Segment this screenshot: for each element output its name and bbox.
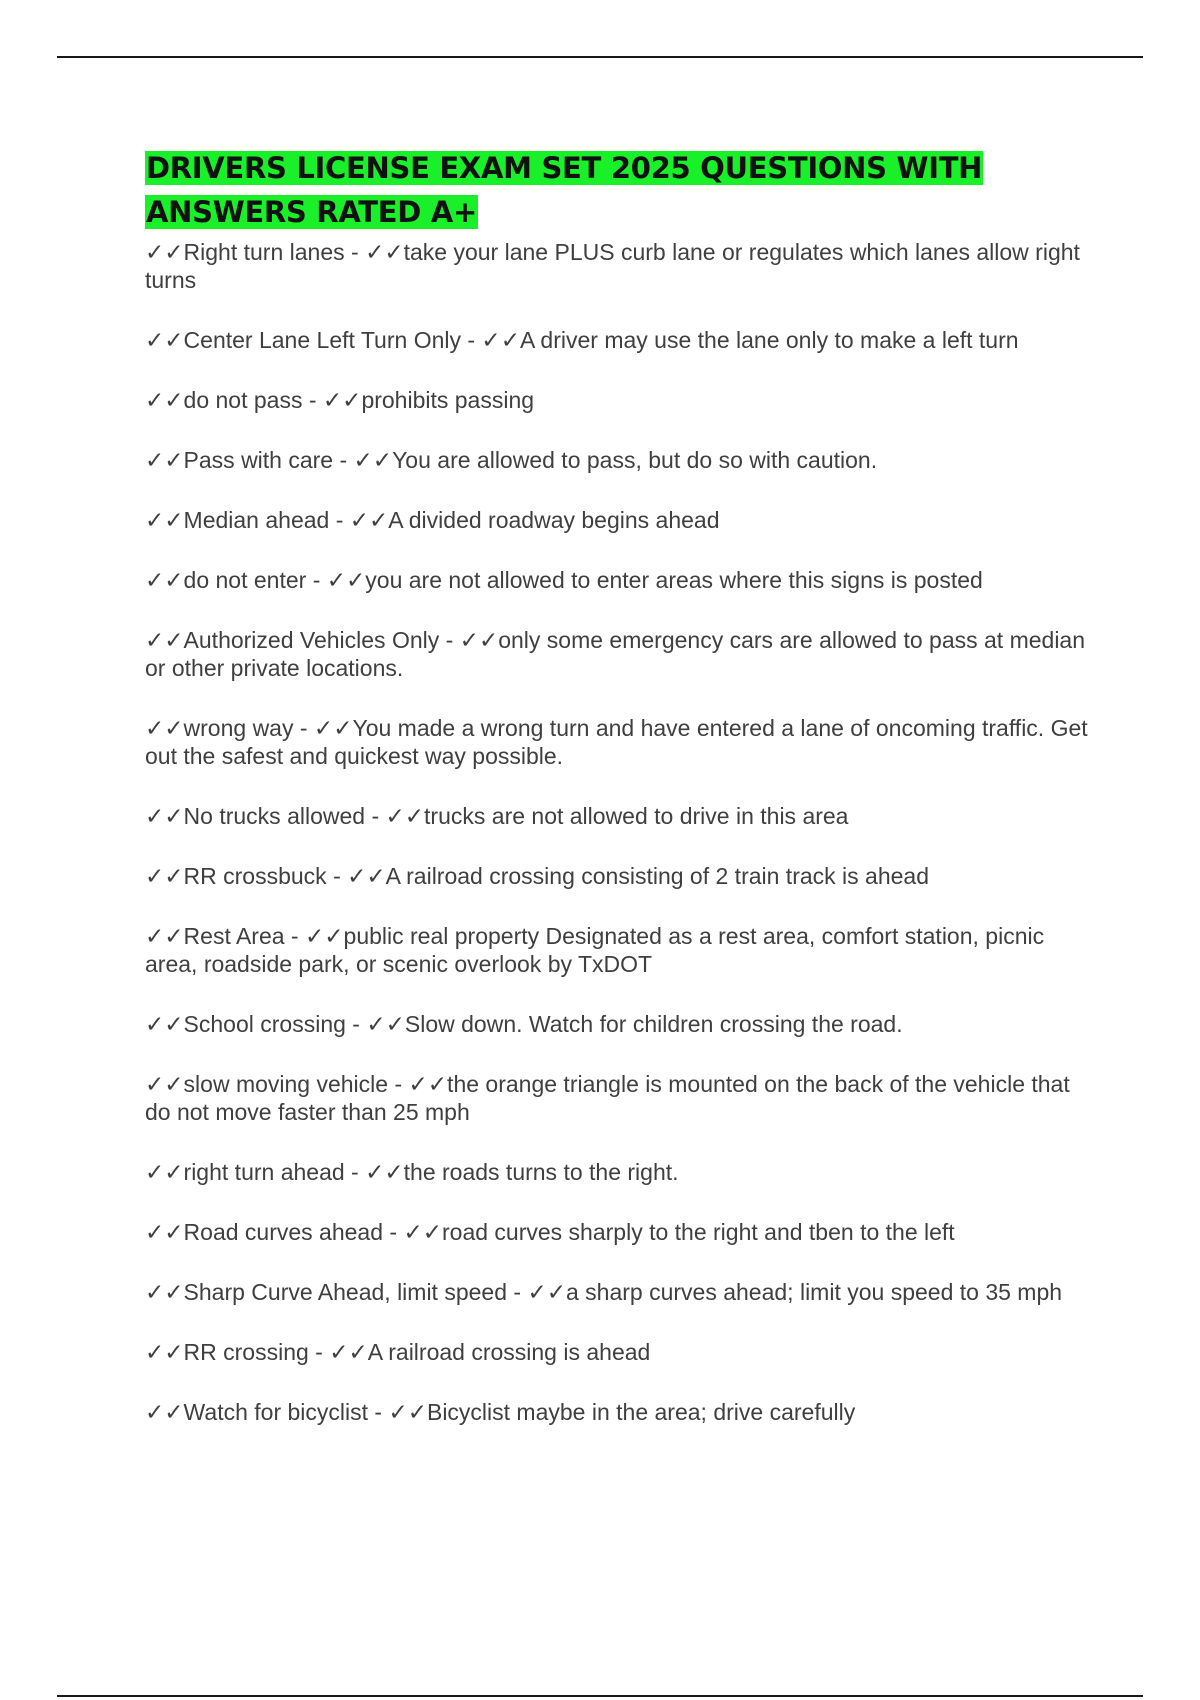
qa-list	[145, 238, 1095, 1426]
document-body	[145, 146, 1095, 1458]
list-item: ✓✓Watch for bicyclist - ✓✓Bicyclist maybe in the area; drive carefully	[145, 1399, 856, 1425]
header-rule	[57, 56, 1143, 58]
list-item: ✓✓School crossing - ✓✓Slow down. Watch for children crossing the road.	[145, 1011, 903, 1037]
footer-rule	[57, 1695, 1143, 1697]
list-item: ✓✓Road curves ahead - ✓✓road curves sharply to the right and tben to the left	[145, 1219, 955, 1245]
list-item: ✓✓do not enter - ✓✓you are not allowed to enter areas where this signs is posted	[145, 567, 983, 593]
list-item: ✓✓slow moving vehicle - ✓✓the orange triangle is mounted on the back of the vehicle that do not move faster than 25 mph	[145, 1071, 1070, 1125]
list-item: ✓✓Center Lane Left Turn Only - ✓✓A driver may use the lane only to make a left turn	[145, 327, 1019, 353]
list-item: ✓✓No trucks allowed - ✓✓trucks are not allowed to drive in this area	[145, 803, 849, 829]
list-item: ✓✓Authorized Vehicles Only - ✓✓only some emergency cars are allowed to pass at median or other private locations.	[145, 627, 1086, 681]
list-item: ✓✓RR crossing - ✓✓A railroad crossing is ahead	[145, 1339, 651, 1365]
list-item: ✓✓Median ahead - ✓✓A divided roadway begins ahead	[145, 507, 720, 533]
list-item: ✓✓right turn ahead - ✓✓the roads turns to the right.	[145, 1159, 679, 1185]
list-item: ✓✓do not pass - ✓✓prohibits passing	[145, 387, 535, 413]
list-item: ✓✓Sharp Curve Ahead, limit speed - ✓✓a sharp curves ahead; limit you speed to 35 mph	[145, 1279, 1063, 1305]
title-highlight: DRIVERS LICENSE EXAM SET 2025 QUESTIONS WITH ANSWERS RATED A+	[146, 151, 983, 229]
list-item: ✓✓Pass with care - ✓✓You are allowed to pass, but do so with caution.	[145, 447, 878, 473]
list-item: ✓✓wrong way - ✓✓You made a wrong turn and have entered a lane of oncoming traffic. Get out the safest and quickest way possible.	[145, 715, 1088, 769]
list-item: ✓✓RR crossbuck - ✓✓A railroad crossing consisting of 2 train track is ahead	[145, 863, 929, 889]
list-item: ✓✓Right turn lanes - ✓✓take your lane PLUS curb lane or regulates which lanes allow right turns	[145, 239, 1080, 293]
list-item: ✓✓Rest Area - ✓✓public real property Designated as a rest area, comfort station, picnic area, roadside park, or scenic overlook by TxDOT	[145, 923, 1045, 977]
document-title	[145, 146, 1095, 234]
